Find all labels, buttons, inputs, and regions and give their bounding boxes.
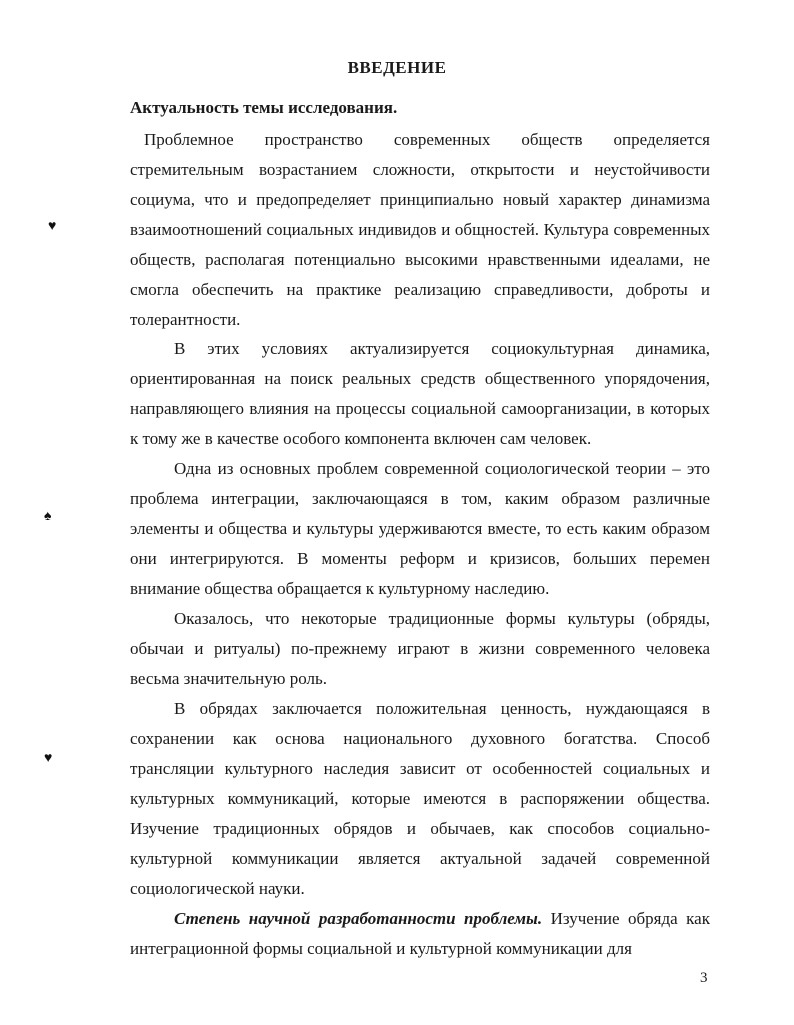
margin-mark-icon: ♥ bbox=[44, 751, 53, 766]
paragraph-text: Изучение обряда как интеграционной формы социальной и культурной коммуникации для bbox=[130, 909, 710, 958]
paragraph-2: В этих условиях актуализируется социокультурная динамика, ориентированная на поиск реальных средств общественного упорядочения, направляющего влияния на процессы социальной самоорганизации, в которых к тому же в качестве особого компонента включен сам человек. bbox=[130, 339, 710, 448]
section-heading: Актуальность темы исследования. bbox=[130, 98, 398, 117]
page-title: ВВЕДЕНИЕ bbox=[347, 58, 447, 77]
page-number: 3 bbox=[700, 970, 708, 986]
paragraph-6 bbox=[130, 904, 710, 964]
paragraph-5: В обрядах заключается положительная ценность, нуждающаяся в сохранении как основа национального духовного богатства. Способ трансляции культурного наследия зависит от особенностей социальных и культурных коммуникаций, которые имеются в распоряжении общества. Изучение традиционных обрядов и обычаев, как способов социально-культурной коммуникации является актуальной задачей современной социологической науки. bbox=[130, 699, 710, 898]
paragraph-4: Оказалось, что некоторые традиционные формы культуры (обряды, обычаи и ритуалы) по-прежнему играют в жизни современного человека весьма значительную роль. bbox=[130, 609, 710, 688]
paragraph-1: Проблемное пространство современных обществ определяется стремительным возрастанием сложности, открытости и неустойчивости социума, что и предопределяет принципиально новый характер динамизма взаимоотношений социальных индивидов и общностей. Культура современных обществ, располагая потенциально высокими нравственными идеалами, не смогла обеспечить на практике реализацию справедливости, доброты и толерантности. bbox=[130, 130, 710, 329]
margin-mark-icon: ♠ bbox=[44, 509, 52, 524]
paragraph-3: Одна из основных проблем современной социологической теории – это проблема интеграции, заключающаяся в том, каким образом различные элементы и общества и культуры удерживаются вместе, то есть каким образом они интегрируются. В моменты реформ и кризисов, больших перемен внимание общества обращается к культурному наследию. bbox=[130, 459, 710, 598]
paragraph-lead: Степень научной разработанности проблемы. bbox=[174, 909, 543, 928]
margin-mark-icon: ♥ bbox=[48, 219, 57, 234]
